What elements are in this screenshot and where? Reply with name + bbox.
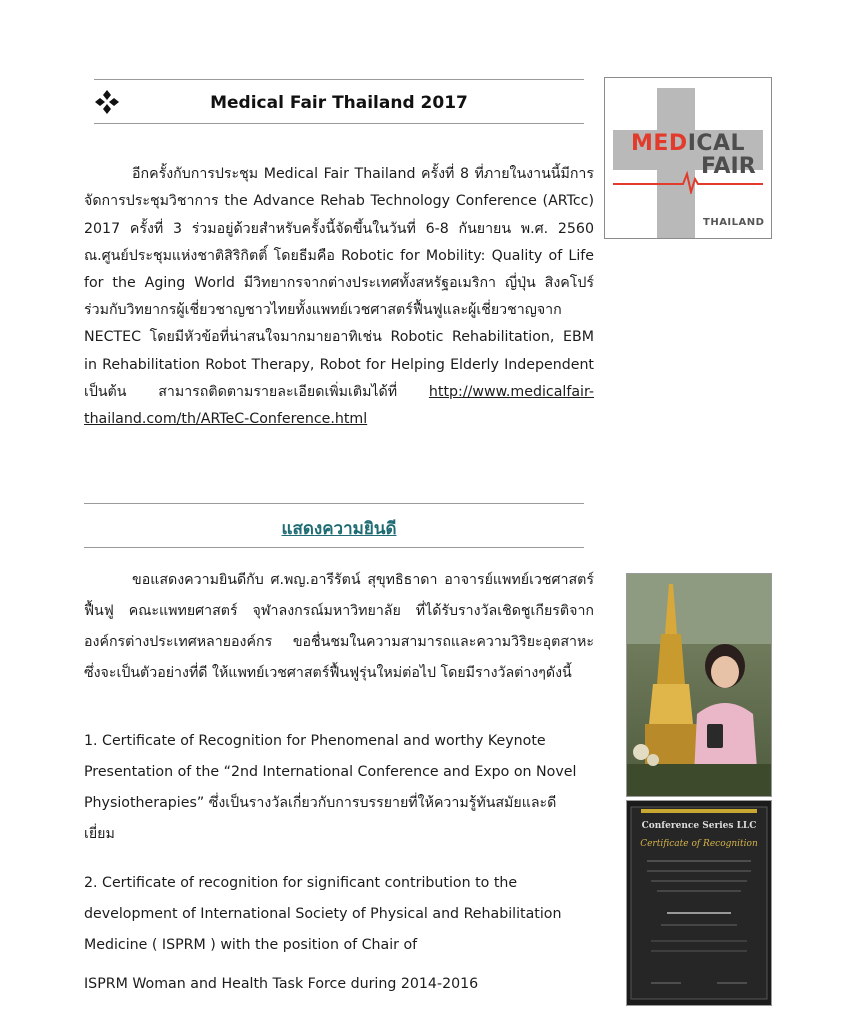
logo-word-medical: MEDICAL — [631, 131, 746, 156]
awardee-illustration — [627, 574, 771, 796]
certificate-illustration — [627, 801, 771, 1005]
section-title: Medical Fair Thailand 2017 — [210, 93, 468, 113]
award-item-2: 2. Certificate of recognition for significant contribution to the development of International Society of Physical and Rehabilitation Medicine ( ISPRM ) with the position of Chair of — [84, 875, 562, 953]
four-diamond-icon — [94, 89, 120, 115]
logo-word-fair: FAIR — [701, 154, 756, 179]
awardee-photo — [626, 573, 772, 797]
congratulations-heading: แสดงความยินดี — [281, 519, 397, 539]
certificate-title: Certificate of Recognition — [640, 839, 758, 849]
section-title-bar — [94, 85, 584, 121]
heartbeat-icon — [613, 170, 763, 194]
section-divider — [84, 503, 584, 504]
logo-word-thailand: THAILAND — [703, 217, 765, 228]
heading-underline-rule — [84, 547, 584, 548]
award-item-2-continued: ISPRM Woman and Health Task Force during 2014-2016 — [84, 976, 479, 992]
medical-fair-logo — [604, 77, 772, 239]
event-text: อีกครั้งกับการประชุม Medical Fair Thailand ครั้งที่ 8 ที่ภายในงานนี้มีการจัดการประชุมวิชาการ the Advance Rehab Technology Conference (ARTcc) 2017 ครั้งที่ 3 ร่วมอยู่ด้วยสำหรับครั้งนี้จัดขึ้นในวันที่ 6-8 กันยายน พ.ศ. 2560 ณ.ศูนย์ประชุมแห่งชาติสิริกิตติ์ โดยธีมคือ Robotic for Mobility: Quality of Life for the Aging World มีวิทยากรจากต่างประเทศทั้งสหรัฐอเมริกา ญี่ปุ่น สิงคโปร์ ร่วมกับวิทยากรผู้เชี่ยวชาญชาวไทยทั้งแพทย์เวชศาสตร์ฟื้นฟูและผู้เชี่ยวชาญจาก NECTEC โดยมีหัวข้อที่น่าสนใจมากมายอาทิเช่น Robotic Rehabilitation, EBM in Rehabilitation Robot Therapy, Robot for Helping Elderly Independent เป็นต้น สามารถติดตามรายละเอียดเพิ่มเติมได้ที่ — [84, 166, 594, 400]
award-item-1: 1. Certificate of Recognition for Phenomenal and worthy Keynote Presentation of the “2nd International Conference and Expo on Novel Physiotherapies” ซึ่งเป็นรางวัลเกี่ยวกับการบรรยายที่ให้ความรู้ทันสมัยและดีเยี่ยม — [84, 733, 577, 842]
event-paragraph — [84, 161, 594, 433]
top-rule — [94, 79, 584, 80]
congratulations-paragraph: ขอแสดงความยินดีกับ ศ.พญ.อารีรัตน์ สุขุทธิธาดา อาจารย์แพทย์เวชศาสตร์ฟื้นฟู คณะแพทยศาสตร์ จุฬาลงกรณ์มหาวิทยาลัย ที่ได้รับรางวัลเชิดชูเกียรติจากองค์กรต่างประเทศหลายองค์กร ขอชื่นชมในความสามารถและความวิริยะอุตสาหะ ซึ่งจะเป็นตัวอย่างที่ดี ให้แพทย์เวชศาสตร์ฟื้นฟูรุ่นใหม่ต่อไป โดยมีรางวัลต่างๆดังนี้ — [84, 572, 594, 682]
event-link[interactable]: http://www.medicalfair-thailand.com/th/ARTeC-Conference.html — [84, 383, 595, 428]
certificate-header: Conference Series LLC — [641, 821, 757, 831]
certificate-photo — [626, 800, 772, 1006]
title-underline-rule — [94, 123, 584, 124]
